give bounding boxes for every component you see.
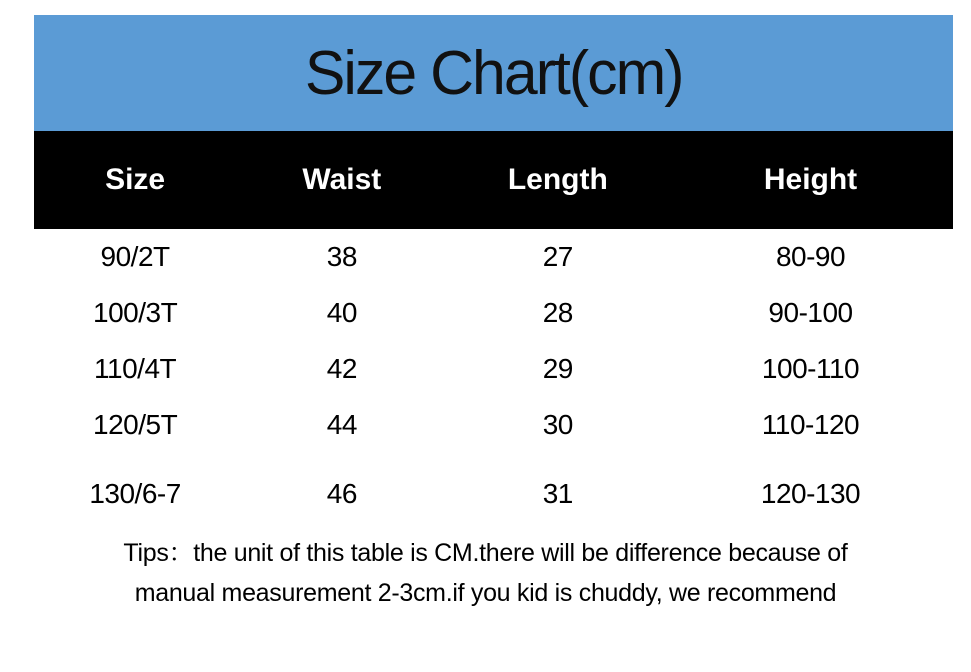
tips-line-2: manual measurement 2-3cm.if you kid is chuddy, we recommend (134, 579, 837, 607)
table-cell: 42 (326, 353, 357, 384)
page-title: Size Chart(cm) (304, 38, 683, 108)
column-header-length: Length (507, 163, 608, 196)
table-cell: 40 (326, 297, 357, 328)
table-cell: 31 (542, 478, 573, 509)
table-cell: 90/2T (100, 241, 170, 272)
table-cell: 30 (542, 409, 573, 440)
table-cell: 27 (542, 241, 573, 272)
table-cell: 28 (542, 297, 573, 328)
table-row (34, 341, 953, 397)
tips-text (0, 533, 971, 613)
table-body (34, 229, 953, 522)
table-cell: 110-120 (761, 409, 860, 440)
column-header-waist: Waist (302, 163, 382, 196)
table-cell: 100-110 (761, 353, 860, 384)
table-cell: 120/5T (93, 409, 178, 440)
tips-line-1: Tips：the unit of this table is CM.there will be difference because of (123, 539, 848, 567)
table-cell: 120-130 (760, 478, 861, 509)
column-header-height: Height (763, 163, 858, 196)
column-header-size: Size (105, 163, 166, 196)
table-cell: 44 (326, 409, 357, 440)
table-header-row (34, 131, 953, 229)
table-row (34, 466, 953, 522)
table-row (34, 397, 953, 453)
table-cell: 80-90 (775, 241, 846, 272)
table-row (34, 285, 953, 341)
table-cell: 29 (542, 353, 573, 384)
table-row (34, 229, 953, 285)
table-cell: 130/6-7 (89, 478, 181, 509)
table-cell: 100/3T (93, 297, 178, 328)
table-cell: 90-100 (768, 297, 853, 328)
table-cell: 46 (326, 478, 357, 509)
title-banner (34, 15, 953, 131)
table-cell: 110/4T (94, 353, 177, 384)
table-cell: 38 (326, 241, 357, 272)
